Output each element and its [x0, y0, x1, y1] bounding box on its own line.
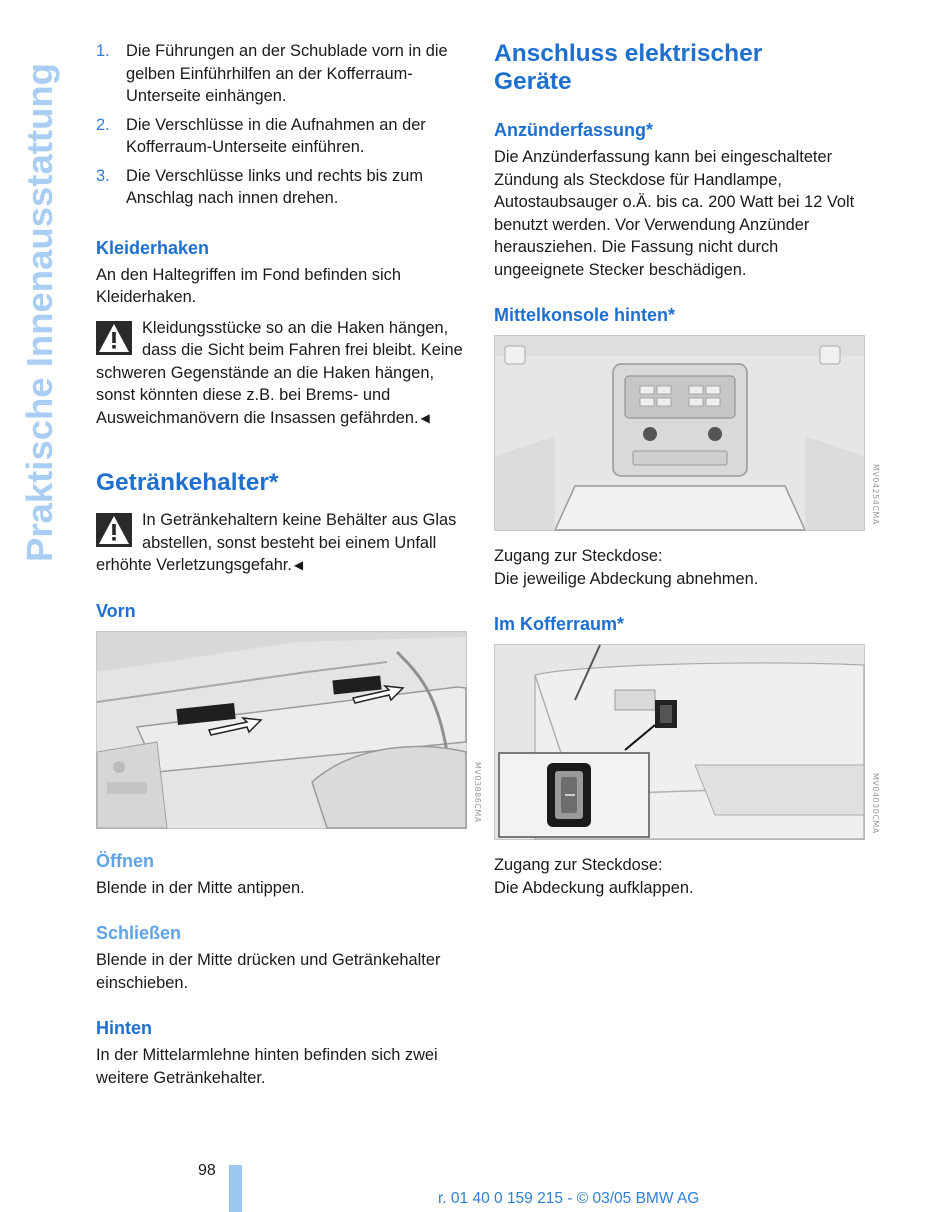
mittelkonsole-heading: Mittelkonsole hinten* — [494, 305, 676, 325]
mounting-steps — [96, 40, 468, 210]
schliessen-heading: Schließen — [96, 923, 182, 943]
mittelkonsole-caption-1: Zugang zur Steckdose: — [494, 547, 663, 565]
hinten-heading: Hinten — [96, 1018, 152, 1038]
right-column — [494, 40, 880, 899]
trunk-socket-figure — [494, 644, 880, 840]
left-column — [96, 38, 482, 1089]
vorn-heading: Vorn — [96, 600, 136, 621]
step-item: 1. Die Führungen an der Schublade vorn in die gelben Einführhilfen an der Kofferraum-Unterseite einhängen. — [96, 42, 448, 105]
kleiderhaken-warning: Kleidungsstücke so an die Haken hängen, dass die Sicht beim Fahren frei bleibt. Keine schweren Gegenstände an die Haken hängen, sonst könnten diese z.B. bei Brems- und Ausweichmanövern die Insassen gefährden. ◀ — [96, 317, 468, 430]
figure-id: MV04254CMA — [871, 464, 880, 525]
kofferraum-caption-1: Zugang zur Steckdose: — [494, 856, 663, 874]
end-mark-icon: ◀ — [420, 410, 430, 425]
step-item: 3. Die Verschlüsse links und rechts bis zum Anschlag nach innen drehen. — [96, 166, 423, 207]
figure-id: MV03886CMA — [473, 761, 482, 823]
step-item: 2. Die Verschlüsse in die Aufnahmen an der Kofferraum-Unterseite einführen. — [96, 115, 426, 156]
kleiderhaken-heading: Kleiderhaken — [96, 237, 210, 258]
anschluss-heading: Anschluss elektrischer Geräte — [494, 40, 763, 95]
footer-code: r. 01 40 0 159 215 - © 03/05 BMW AG — [438, 1190, 700, 1207]
anzuender-text: Die Anzünderfassung kann bei eingeschalteter Zündung als Steckdose für Handlampe, Autostaubsauger o.Ä. bis ca. 200 Watt bei 12 Volt benutzt werden. Vor Verwendung Anzünder herausziehen. Die Fassung nicht durch ungeeignete Stecker beschädigen. — [494, 148, 855, 279]
oeffnen-text: Blende in der Mitte antippen. — [96, 878, 305, 897]
kofferraum-caption-2: Die Abdeckung aufklappen. — [494, 878, 694, 897]
oeffnen-heading: Öffnen — [96, 850, 154, 871]
figure-id: MV04030CMA — [871, 773, 880, 834]
rear-console-figure — [494, 335, 880, 531]
chapter-title-text: Praktische Innenausstattung — [19, 63, 60, 562]
schliessen-text: Blende in der Mitte drücken und Getränkehalter einschieben. — [96, 951, 441, 992]
anzuender-heading: Anzünderfassung* — [494, 120, 654, 140]
getraenkehalter-warning: In Getränkehaltern keine Behälter aus Glas abstellen, sonst besteht bei einem Unfall erhöhte Verletzungsgefahr. ◀ — [96, 509, 468, 577]
chapter-side-title — [12, 40, 64, 565]
dashboard-cupholder-figure — [96, 631, 482, 829]
kleiderhaken-text: An den Haltegriffen im Fond befinden sich Kleiderhaken. — [96, 265, 401, 306]
page-number: 98 — [198, 1162, 216, 1179]
page-marker-bar — [229, 1165, 242, 1212]
warning-icon — [96, 321, 132, 355]
getraenkehalter-heading: Getränkehalter* — [96, 469, 279, 496]
mittelkonsole-caption-2: Die jeweilige Abdeckung abnehmen. — [494, 569, 759, 588]
warning-icon — [96, 513, 132, 547]
end-mark-icon: ◀ — [293, 558, 304, 572]
hinten-text: In der Mittelarmlehne hinten befinden sich zwei weitere Getränkehalter. — [96, 1046, 438, 1087]
kofferraum-heading: Im Kofferraum* — [494, 614, 625, 634]
